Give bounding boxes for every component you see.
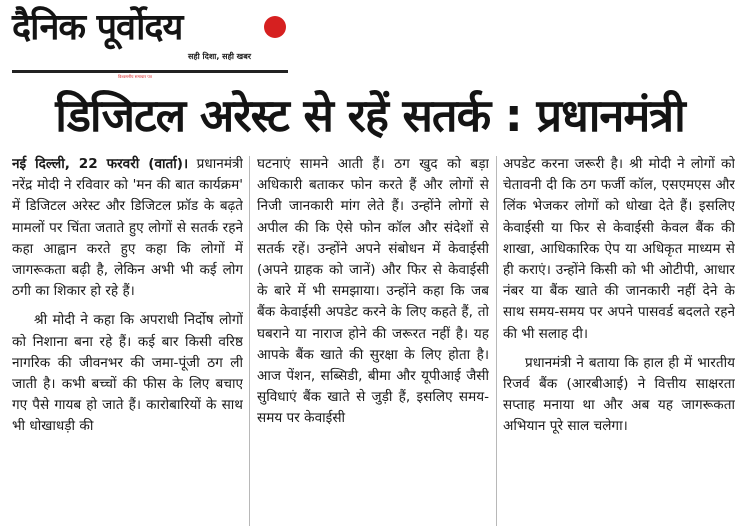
- masthead-subline: विश्वसनीय समाचार पत्र: [118, 74, 152, 79]
- article-column-3: [503, 154, 735, 530]
- dateline: नई दिल्ली, 22 फरवरी (वार्ता)।: [12, 156, 189, 172]
- masthead: [12, 4, 288, 79]
- article-paragraph: प्रधानमंत्री ने बताया कि हाल ही में भारतीय रिजर्व बैंक (आरबीआई) ने वित्तीय साक्षरता सप्ताह मनाया था और अब यह जागरूकता अभियान पूरे साल चलेगा।: [503, 354, 735, 435]
- paragraph-text: प्रधानमंत्री नरेंद्र मोदी ने रविवार को 'मन की बात कार्यक्रम' में डिजिटल अरेस्ट और डिजिटल फ्रॉड के बढ़ते मामलों पर चिंता जताते हुए लोगों से सतर्क रहने कहा आह्वान करते हुए कहा कि लोगों में जागरूकता बढ़ी है, लेकिन अभी भी कई लोग ठगी का शिकार हो रहे हैं।: [12, 156, 243, 300]
- headline: डिजिटल अरेस्ट से रहें सतर्क : प्रधानमंत्री: [55, 89, 685, 142]
- paragraph-gap: [503, 345, 735, 353]
- column-rule: [496, 156, 497, 526]
- article-paragraph: घटनाएं सामने आती हैं। ठग खुद को बड़ा अधिकारी बताकर फोन करते हैं और लोगों से निजी जानकारी मांग लेते हैं। उन्होंने लोगों से अपील की कि ऐसे फोन कॉल और संदेशों से सतर्क रहें। उन्होंने अपने संबोधन में केवाईसी (अपने ग्राहक को जानें) और फिर से केवाईसी के बारे में भी समझाया। उन्होंने कहा कि जब बैंक केवाईसी अपडेट करने के लिए कहते हैं, तो घबराने या नाराज होने की जरूरत नहीं है। यह आपके बैंक खाते की सुरक्षा के लिए होता है। आज पेंशन, सब्सिडी, बीमा और यूपीआई जैसी सुविधाएं बैंक खाते से जुड़ी हैं, इसलिए समय-समय पर केवाईसी: [257, 156, 489, 427]
- masthead-tagline: सही दिशा, सही खबर: [188, 52, 252, 61]
- column-rule: [249, 156, 250, 526]
- masthead-rule: [12, 70, 288, 73]
- article-paragraph: अपडेट करना जरूरी है। श्री मोदी ने लोगों को चेतावनी दी कि ठग फर्जी कॉल, एसएमएस और लिंक भेजकर लोगों को धोखा देते हैं। इसलिए केवाईसी या फिर से केवाईसी केवल बैंक की शाखा, आधिकारिक ऐप या अधिकृत माध्यम से ही कराएं। उन्होंने किसी को भी ओटीपी, आधार नंबर या बैंक खाते की जानकारी नहीं देने के साथ समय-समय पर अपने पासवर्ड बदलते रहने की भी सलाह दी।: [503, 156, 735, 342]
- article-column-2: [257, 154, 489, 530]
- masthead-badge-icon: [264, 16, 286, 38]
- masthead-title: दैनिक पूर्वोदय: [12, 7, 183, 48]
- article-column-1: [12, 154, 243, 530]
- paragraph-gap: [12, 302, 243, 310]
- article-paragraph: [12, 154, 243, 302]
- article-paragraph: श्री मोदी ने कहा कि अपराधी निर्दोष लोगों को निशाना बना रहे हैं। कई बार किसी वरिष्ठ नागरिक की जीवनभर की जमा-पूंजी ठग ली जाती है। कभी बच्चों की फीस के लिए बचाए गए पैसे गायब हो जाते हैं। कारोबारियों के साथ भी धोखाधड़ी की: [12, 312, 243, 435]
